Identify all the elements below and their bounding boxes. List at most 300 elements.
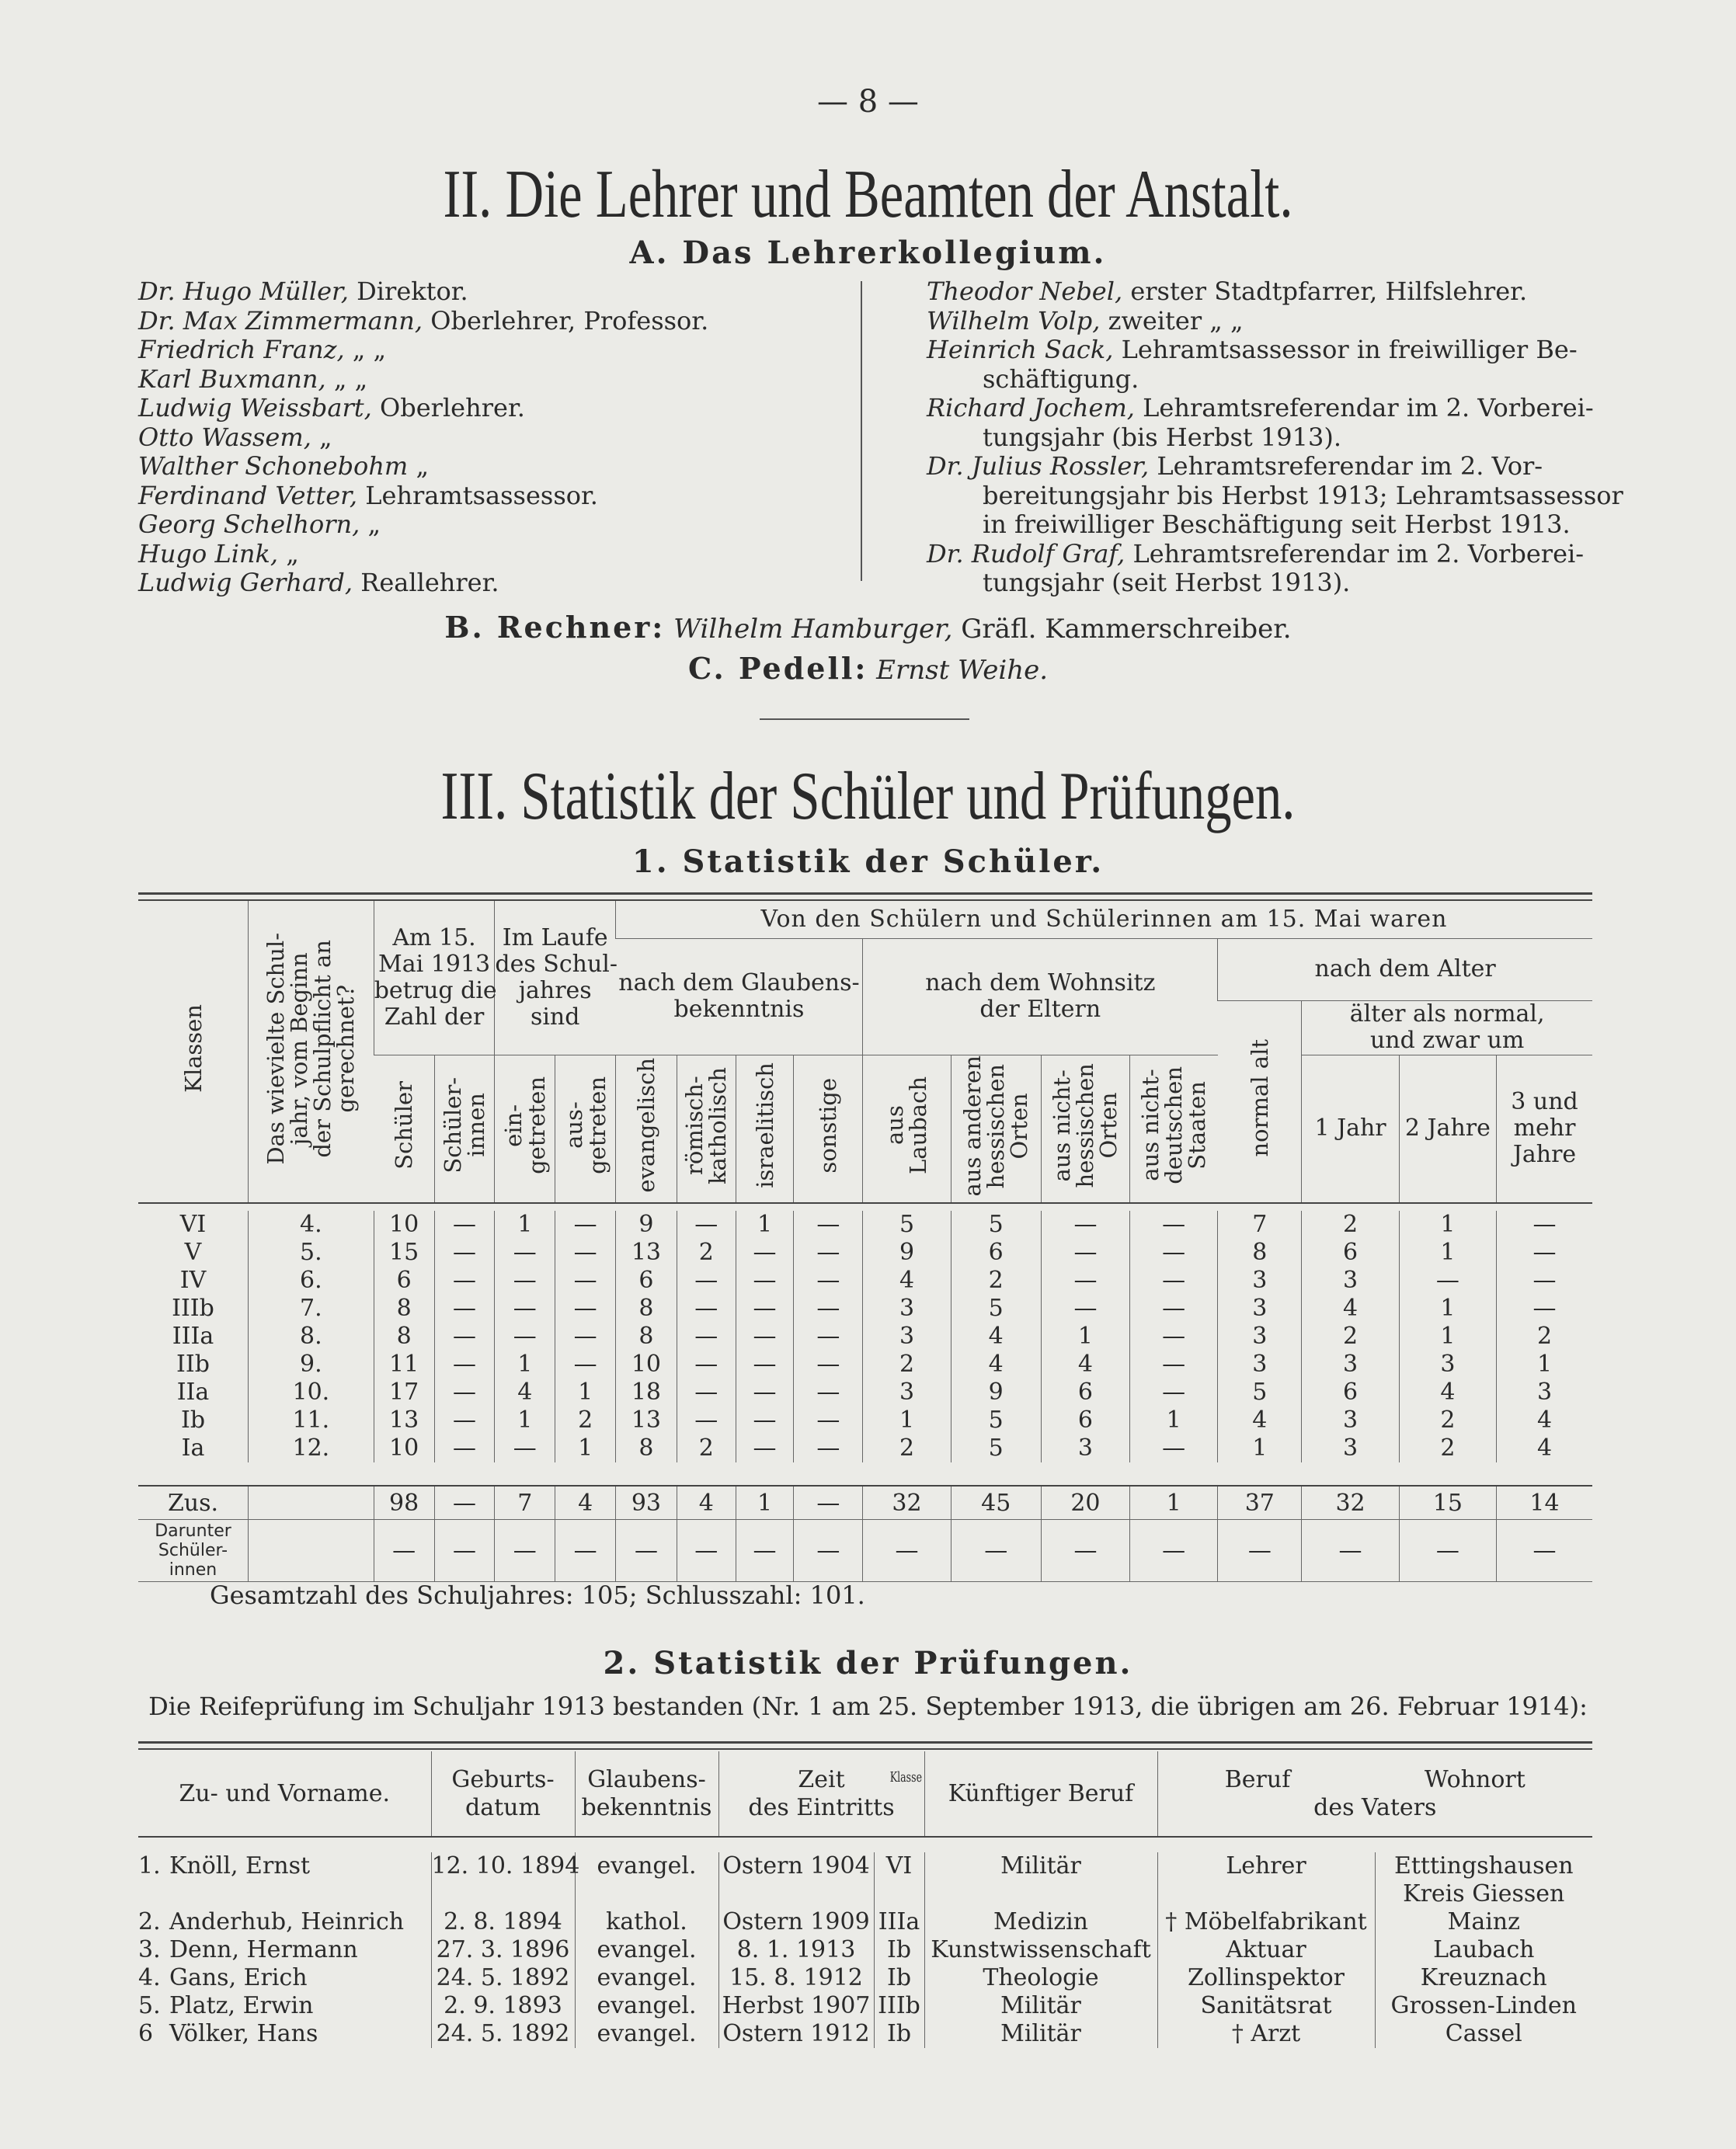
staff-text: erster Stadtpfarrer, Hilfslehrer.	[1130, 276, 1528, 306]
exam-nr: 1.	[138, 1852, 161, 1880]
table-cell: IIIb	[172, 1295, 214, 1323]
darunter-cell: —	[1130, 1520, 1218, 1582]
total-cell: 93	[616, 1486, 677, 1520]
total-cell: 1	[736, 1486, 794, 1520]
exam-cell-ort	[1375, 1936, 1592, 1964]
table-cell: 2	[863, 1351, 951, 1379]
table-cell: Ib	[180, 1407, 206, 1434]
staff-name: Dr. Rudolf Graf,	[927, 538, 1125, 569]
exam-ort: Cassel	[1445, 2020, 1522, 2047]
exam-cell-geb: 24. 5. 1892	[431, 2020, 575, 2048]
staff-text: Lehramtsassessor in freiwilliger Be-	[1121, 335, 1578, 364]
staff-text: Lehramtsreferendar im 2. Vorberei-	[1143, 393, 1594, 422]
header-eingetreten	[495, 1055, 555, 1203]
total-cell: 98	[374, 1486, 434, 1520]
header-evangelisch-text: evangelisch	[632, 1058, 659, 1194]
exam-cell-kl: Ib	[874, 1964, 924, 1992]
staff-right-item	[927, 423, 1623, 453]
table-cell: 1	[555, 1434, 616, 1462]
pheader-vater-row	[1158, 1766, 1593, 1794]
table-cell: —	[555, 1267, 616, 1295]
table-cell: —	[1041, 1211, 1129, 1239]
header-glauben-text: nach dem Glaubens- bekenntnis	[618, 969, 860, 1023]
exam-cell-vater: † Möbelfabrikant	[1157, 1908, 1375, 1936]
exam-row	[138, 1992, 1592, 2020]
table-cell: 10	[374, 1211, 434, 1239]
table-cell: —	[555, 1211, 616, 1239]
table-cell: 4.	[249, 1211, 374, 1239]
table-cell: 4	[1497, 1434, 1592, 1462]
table-cell: 13	[374, 1407, 434, 1434]
table-cell: 1	[495, 1211, 555, 1239]
staff-name: Friedrich Franz,	[138, 335, 345, 364]
exam-cell-beruf: Militär	[924, 2020, 1157, 2048]
exam-nr: 6	[138, 2020, 154, 2047]
table-cell: —	[434, 1267, 495, 1295]
staff-text: zweiter „ „	[1108, 305, 1244, 336]
table-cell: 4	[1218, 1407, 1302, 1434]
exam-cell-zeit: 8. 1. 1913	[718, 1936, 874, 1964]
staff-name: Theodor Nebel,	[927, 276, 1123, 306]
table-cell: 12.	[249, 1434, 374, 1462]
header-nichtdeutsch	[1130, 1055, 1218, 1203]
staff-text: Lehramtsreferendar im 2. Vor-	[1157, 451, 1543, 481]
staff-left-item	[138, 336, 708, 365]
table-cell: —	[1130, 1239, 1218, 1267]
header-am15-text: Am 15. Mai 1913 betrug die Zahl der	[374, 923, 497, 1031]
exam-row	[138, 1852, 1592, 1908]
header-nichthessisch-text: aus nicht- hessischen Orten	[1049, 1062, 1122, 1188]
table-cell: 17	[374, 1379, 434, 1407]
exam-ort2: Kreis Giessen	[1403, 1880, 1565, 1907]
header-sonstige-text: sonstige	[815, 1077, 842, 1174]
table-cell: 1	[1399, 1211, 1496, 1239]
staff-right-item	[927, 510, 1623, 540]
pedell-label: C. Pedell:	[687, 651, 868, 686]
table-cell: —	[555, 1351, 616, 1379]
staff-role: Lehramtsassessor.	[365, 480, 598, 510]
reife-text: Die Reifeprüfung im Schuljahr 1913 bestanden (Nr. 1 am 25. September 1913, die übrigen am 26. Februar 1914):	[148, 1692, 1588, 1721]
table-cell: —	[736, 1407, 794, 1434]
table-cell: —	[677, 1407, 736, 1434]
staff-role: Oberlehrer.	[379, 393, 525, 422]
darunter-row	[138, 1520, 1592, 1582]
exam-cell-zeit: Herbst 1907	[718, 1992, 874, 2020]
total-cell: 20	[1041, 1486, 1129, 1520]
staff-name: Walther Schonebohm	[138, 451, 409, 481]
table-cell: —	[794, 1239, 863, 1267]
table-cell: —	[434, 1379, 495, 1407]
table-cell: 10	[616, 1351, 677, 1379]
exam-cell-ort	[1375, 1852, 1592, 1908]
staff-text: in freiwilliger Beschäftigung seit Herbst 1913.	[983, 509, 1571, 539]
exam-cell-glaub: evangel.	[575, 1936, 718, 1964]
section-3-title	[0, 757, 1736, 836]
staff-right-item	[927, 569, 1623, 598]
rechner-label: B. Rechner:	[444, 610, 666, 645]
table-spacer	[138, 1462, 1592, 1486]
exam-cell-geb: 24. 5. 1892	[431, 1964, 575, 1992]
table-cell: 1	[1399, 1323, 1496, 1351]
table-cell: —	[1497, 1295, 1592, 1323]
table-cell: 2	[555, 1407, 616, 1434]
darunter-cell: —	[1497, 1520, 1592, 1582]
table-cell: 1	[736, 1211, 794, 1239]
table-cell: —	[1130, 1267, 1218, 1295]
table-cell: 6	[1041, 1379, 1129, 1407]
table-cell: —	[794, 1323, 863, 1351]
exam-ort: Grossen-Linden	[1390, 1992, 1578, 2019]
staff-list-right	[927, 277, 1623, 598]
table-cell: 11.	[249, 1407, 374, 1434]
staff-name: Heinrich Sack,	[927, 335, 1114, 364]
table-cell: —	[736, 1379, 794, 1407]
staff-left-item	[138, 540, 708, 569]
table-cell: Ia	[181, 1434, 205, 1462]
table-cell: —	[677, 1379, 736, 1407]
exam-cell-zeit: Ostern 1912	[718, 2020, 874, 2048]
exam-nr: 2.	[138, 1908, 161, 1935]
table-cell: 2	[951, 1267, 1041, 1295]
table-cell: —	[1130, 1211, 1218, 1239]
table-cell: 4	[951, 1323, 1041, 1351]
staff-name: Karl Buxmann,	[138, 363, 326, 394]
header-eingetreten-text: ein- getreten	[499, 1076, 550, 1175]
header-3jahre	[1497, 1055, 1592, 1203]
exam-cell-name	[138, 1936, 431, 1964]
header-hessisch-text: aus anderen hessischen Orten	[959, 1055, 1033, 1196]
staff-left-item	[138, 307, 708, 336]
table-cell: 1	[1218, 1434, 1302, 1462]
header-katholisch	[677, 1055, 736, 1203]
exam-cell-beruf: Medizin	[924, 1908, 1157, 1936]
table-spacer	[138, 1203, 1592, 1211]
pheader-geburt-text: Geburts- datum	[451, 1765, 555, 1821]
staff-role: „ „	[352, 335, 387, 364]
table-cell: 9	[863, 1239, 951, 1267]
staff-right-item	[927, 336, 1623, 365]
staff-name: Georg Schelhorn,	[138, 509, 360, 539]
staff-right-item	[927, 540, 1623, 569]
spacer-cell	[138, 1462, 1592, 1486]
header-israelitisch-text: israelitisch	[751, 1062, 778, 1189]
header-laubach-text: aus Laubach	[882, 1076, 932, 1175]
exam-cell-ort	[1375, 1964, 1592, 1992]
exam-ort: Kreuznach	[1420, 1964, 1547, 1991]
header-ausgetreten	[555, 1055, 616, 1203]
table-cell: —	[555, 1239, 616, 1267]
table-cell: 3	[863, 1323, 951, 1351]
exam-cell-ort	[1375, 1908, 1592, 1936]
exam-cell-zeit: Ostern 1909	[718, 1908, 874, 1936]
table-cell: 4	[951, 1351, 1041, 1379]
table-cell: 3	[1218, 1267, 1302, 1295]
total-cell: 37	[1218, 1486, 1302, 1520]
table-cell: 8	[616, 1323, 677, 1351]
table-cell: —	[1130, 1295, 1218, 1323]
exam-ort: Etttingshausen	[1393, 1852, 1574, 1880]
header-laubach	[863, 1055, 951, 1203]
divider	[760, 718, 969, 720]
table-cell: 5	[863, 1211, 951, 1239]
table-cell: —	[794, 1267, 863, 1295]
statistics-body	[138, 1203, 1592, 1582]
exam-name: Knöll, Ernst	[169, 1852, 311, 1880]
exam-cell-kl: VI	[874, 1852, 924, 1908]
table-cell: —	[794, 1211, 863, 1239]
pheader-des-vaters: des Vaters	[1313, 1793, 1437, 1821]
exam-cell-beruf: Theologie	[924, 1964, 1157, 1992]
table-cell: 5	[1218, 1379, 1302, 1407]
table-cell: —	[495, 1434, 555, 1462]
exam-row	[138, 1964, 1592, 1992]
table-cell: 3	[1302, 1407, 1399, 1434]
spacer-cell	[138, 1203, 1592, 1211]
staff-right-item	[927, 452, 1623, 482]
total-row	[138, 1486, 1592, 1520]
table-cell: 1	[1399, 1239, 1496, 1267]
total-cell: 32	[1302, 1486, 1399, 1520]
pheader-vater	[1157, 1751, 1592, 1837]
table-top-rule	[138, 892, 1592, 901]
gesamtzahl: Gesamtzahl des Schuljahres: 105; Schlusszahl: 101.	[210, 1580, 865, 1610]
section-2-title	[0, 155, 1736, 234]
total-cell: 1	[1130, 1486, 1218, 1520]
pheader-spacer	[138, 1837, 1592, 1852]
table-cell: —	[677, 1323, 736, 1351]
staff-name: Otto Wassem,	[138, 422, 311, 452]
table-cell: —	[736, 1267, 794, 1295]
table-cell: 6.	[249, 1267, 374, 1295]
darunter-cell: —	[434, 1520, 495, 1582]
exam-cell-kl: IIIb	[874, 1992, 924, 2020]
table-cell: IIb	[176, 1351, 210, 1379]
header-von-den: Von den Schülern und Schülerinnen am 15. Mai waren	[616, 901, 1592, 938]
staff-role: „	[286, 538, 299, 569]
darunter-cell: —	[374, 1520, 434, 1582]
exam-cell-kl: IIIa	[874, 1908, 924, 1936]
exam-row	[138, 1936, 1592, 1964]
exam-nr: 3.	[138, 1936, 161, 1963]
table-cell: —	[677, 1351, 736, 1379]
staff-role: „	[367, 509, 381, 539]
table-cell: —	[1497, 1211, 1592, 1239]
table-cell: —	[1041, 1267, 1129, 1295]
darunter-cell: —	[1302, 1520, 1399, 1582]
table-row	[138, 1211, 1592, 1239]
exam-cell-beruf: Kunstwissenschaft	[924, 1936, 1157, 1964]
table-cell: 7	[1218, 1211, 1302, 1239]
header-evangelisch	[616, 1055, 677, 1203]
exam-cell-name	[138, 1908, 431, 1936]
staff-left-item	[138, 277, 708, 307]
table-cell: 9	[616, 1211, 677, 1239]
table-cell: —	[794, 1379, 863, 1407]
total-cell: 14	[1497, 1486, 1592, 1520]
table-cell: —	[736, 1351, 794, 1379]
exam-cell-beruf: Militär	[924, 1852, 1157, 1908]
exam-cell-vater: † Arzt	[1157, 2020, 1375, 2048]
table-cell: 5	[951, 1407, 1041, 1434]
table-cell: —	[555, 1323, 616, 1351]
staff-left-item	[138, 452, 708, 482]
staff-right-item	[927, 307, 1623, 336]
table-cell: —	[434, 1407, 495, 1434]
table-cell: 8.	[249, 1323, 374, 1351]
table-cell: —	[794, 1407, 863, 1434]
column-divider	[861, 281, 862, 581]
exam-ort: Laubach	[1433, 1936, 1535, 1963]
header-3jahre-text: 3 und mehr Jahre	[1511, 1088, 1578, 1169]
table-cell: 6	[1302, 1379, 1399, 1407]
section-3-title-text: III. Statistik der Schüler und Prüfungen.	[440, 759, 1296, 834]
staff-role: Oberlehrer, Professor.	[430, 305, 709, 336]
total-cell	[249, 1486, 374, 1520]
table-cell: 3	[1302, 1267, 1399, 1295]
table-cell: 10.	[249, 1379, 374, 1407]
table-cell: 4	[1041, 1351, 1129, 1379]
table-cell: 2	[677, 1434, 736, 1462]
header-aelter	[1302, 1000, 1592, 1055]
table-row	[138, 1379, 1592, 1407]
table-cell: —	[736, 1239, 794, 1267]
table-cell: —	[677, 1211, 736, 1239]
table-cell: —	[495, 1267, 555, 1295]
pedell-name: Ernst Weihe.	[876, 655, 1049, 686]
exam-cell-glaub: kathol.	[575, 1908, 718, 1936]
table-cell: 3	[1218, 1323, 1302, 1351]
subsection-a-title: A. Das Lehrerkollegium.	[629, 235, 1107, 271]
header-schuljahr	[249, 901, 374, 1203]
table-cell: 2	[1302, 1323, 1399, 1351]
rechner-name: Wilhelm Hamburger,	[673, 614, 953, 645]
exam-row	[138, 1908, 1592, 1936]
exam-name: Völker, Hans	[169, 2020, 318, 2047]
staff-text: tungsjahr (bis Herbst 1913).	[983, 422, 1342, 452]
table-cell: 13	[616, 1407, 677, 1434]
exam-cell-geb: 2. 9. 1893	[431, 1992, 575, 2020]
exam-cell-zeit: 15. 8. 1912	[718, 1964, 874, 1992]
staff-name: Ludwig Weissbart,	[138, 393, 372, 422]
pheader-klasse: Klasse	[890, 1769, 923, 1786]
exam-row	[138, 2020, 1592, 2048]
exam-cell-kl: Ib	[874, 1936, 924, 1964]
exam-name: Anderhub, Heinrich	[169, 1908, 405, 1935]
darunter-cell: —	[677, 1520, 736, 1582]
exam-cell-name	[138, 2020, 431, 2048]
table-cell: 1	[495, 1407, 555, 1434]
darunter-cell: —	[1399, 1520, 1496, 1582]
staff-name: Dr. Max Zimmermann,	[138, 305, 423, 336]
staff-left-item	[138, 423, 708, 453]
table-cell: 4	[1302, 1295, 1399, 1323]
table-cell: 7.	[249, 1295, 374, 1323]
staff-role: „ „	[333, 363, 368, 394]
exam-cell-vater: Zollinspektor	[1157, 1964, 1375, 1992]
exam-nr: 5.	[138, 1992, 161, 2019]
table-cell: —	[1130, 1351, 1218, 1379]
exam-cell-glaub: evangel.	[575, 1852, 718, 1908]
header-klassen-text: Klassen	[179, 1004, 207, 1093]
table-cell: —	[736, 1434, 794, 1462]
staff-name: Ludwig Gerhard,	[138, 568, 353, 597]
darunter-cell	[249, 1520, 374, 1582]
table-cell: —	[736, 1295, 794, 1323]
table-cell: 4	[1497, 1407, 1592, 1434]
header-normal-text: normal alt	[1246, 1039, 1273, 1157]
table-cell: —	[495, 1295, 555, 1323]
darunter-cell: —	[616, 1520, 677, 1582]
header-nichthessisch	[1041, 1055, 1129, 1203]
table-row	[138, 1407, 1592, 1434]
table-row	[138, 1351, 1592, 1379]
table-cell: 15	[374, 1239, 434, 1267]
table-cell: —	[434, 1434, 495, 1462]
total-cell: —	[794, 1486, 863, 1520]
table-cell: 2	[1302, 1211, 1399, 1239]
darunter-cell: —	[736, 1520, 794, 1582]
table-cell: 4	[863, 1267, 951, 1295]
subsection-1-title: 1. Statistik der Schüler.	[631, 843, 1105, 880]
exam-cell-name	[138, 1964, 431, 1992]
exam-cell-kl: Ib	[874, 2020, 924, 2048]
table-row	[138, 1434, 1592, 1462]
header-schuelerinnen	[434, 1055, 495, 1203]
staff-text: schäftigung.	[983, 363, 1139, 394]
header-wohnsitz-text: nach dem Wohnsitz der Eltern	[925, 969, 1156, 1023]
table-cell: —	[1130, 1434, 1218, 1462]
header-imlaufe-text: Im Laufe des Schul- jahres sind	[495, 923, 618, 1031]
darunter-cell: —	[495, 1520, 555, 1582]
table-cell: 8	[616, 1295, 677, 1323]
header-wohnsitz	[863, 938, 1218, 1055]
total-cell: —	[434, 1486, 495, 1520]
table-cell: 11	[374, 1351, 434, 1379]
table-cell: 6	[951, 1239, 1041, 1267]
staff-text: bereitungsjahr bis Herbst 1913; Lehramtsassessor	[983, 480, 1623, 510]
exam-cell-vater: Aktuar	[1157, 1936, 1375, 1964]
table-cell: V	[184, 1239, 202, 1267]
rechner-line	[0, 610, 1736, 645]
exam-cell-geb: 12. 10. 1894	[431, 1852, 575, 1908]
total-cell: Zus.	[167, 1489, 219, 1517]
table-cell: 1	[1041, 1323, 1129, 1351]
pheader-glauben	[575, 1751, 718, 1837]
statistics-header	[138, 901, 1592, 1203]
table-cell: 4	[1399, 1379, 1496, 1407]
exam-cell-glaub: evangel.	[575, 2020, 718, 2048]
table-cell: 1	[1130, 1407, 1218, 1434]
table-cell: 10	[374, 1434, 434, 1462]
table-cell: 2	[677, 1239, 736, 1267]
darunter-cell: —	[951, 1520, 1041, 1582]
staff-text: tungsjahr (seit Herbst 1913).	[983, 568, 1351, 597]
staff-left-item	[138, 482, 708, 511]
staff-text: Lehramtsreferendar im 2. Vorberei-	[1132, 538, 1585, 569]
header-glauben	[616, 938, 863, 1055]
table-cell: 3	[1041, 1434, 1129, 1462]
exam-name: Gans, Erich	[169, 1964, 308, 1991]
staff-left-item	[138, 394, 708, 423]
pheader-glauben-text: Glaubens- bekenntnis	[581, 1765, 712, 1821]
table-cell: 6	[1302, 1239, 1399, 1267]
table-cell: —	[1041, 1295, 1129, 1323]
staff-name: Hugo Link,	[138, 538, 279, 569]
total-cell: 4	[677, 1486, 736, 1520]
exam-nr: 4.	[138, 1964, 161, 1991]
exam-cell-glaub: evangel.	[575, 1964, 718, 1992]
table-cell: —	[1497, 1267, 1592, 1295]
